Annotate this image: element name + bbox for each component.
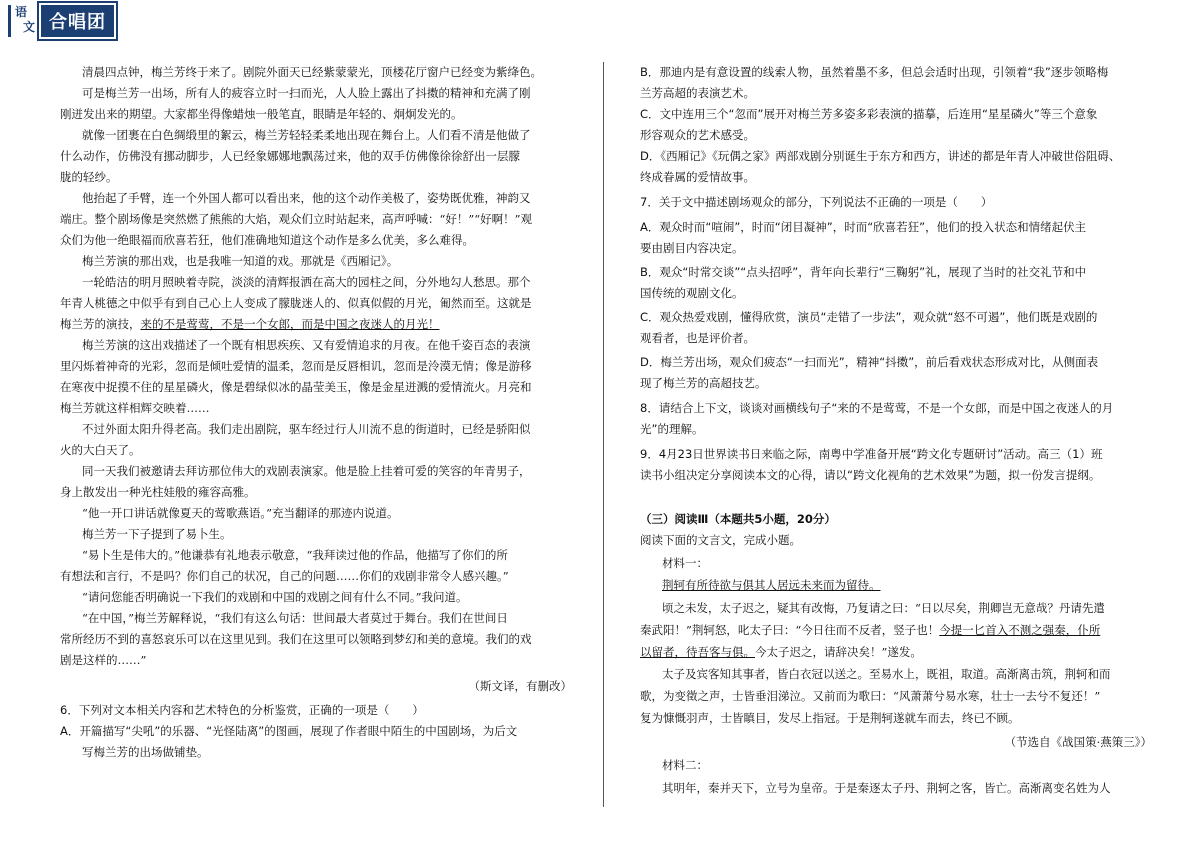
question-6-option-a-cont: 写梅兰芳的出场做铺垫。 <box>82 745 209 759</box>
option-line: 形容观众的艺术感受。 <box>640 128 755 142</box>
material-1-line-with-underline <box>640 620 1100 640</box>
material-1-line: 顷之未发，太子迟之，疑其有改悔，乃复请之曰：“日以尽矣，荆卿岂无意哉？丹请先遣 <box>662 601 1105 615</box>
passage-line: 一轮皓洁的明月照映着寺院，淡淡的清辉报洒在高大的园柱之间，分外地勾人愁思。那个 <box>82 275 531 289</box>
logo-small-char-1: 语 <box>15 5 28 19</box>
classical-text: 秦武阳！”荆轲怒，叱太子曰：“今日往而不反者，竖子也！ <box>640 623 940 637</box>
option-line: 观看者，也是评价者。 <box>640 331 755 345</box>
passage-line: 刚迸发出来的期望。大家都坐得像蜡烛一般笔直，眼睛是年轻的、炯炯发光的。 <box>60 107 463 121</box>
option-line: A．观众时而“喧闹”，时而“闭目凝神”，时而“欣喜若狂”，他们的投入状态和情绪起伏主 <box>640 220 1087 234</box>
passage-line: 梅兰芳演的那出戏，也是我唯一知道的戏。那就是《西厢记》。 <box>82 254 399 268</box>
material-1-line: 复为慷慨羽声，士皆瞋目，发尽上指冠。于是荆轲遂就车而去，终已不顾。 <box>640 711 1020 725</box>
passage-line: 里闪烁着神奇的光彩，忽而是倾吐爱情的温柔，忽而是反唇相讥，忽而是泠漠无情；像是游移 <box>60 359 532 373</box>
classical-text: 今太子迟之，请辞决矣！”遂发。 <box>755 645 922 659</box>
logo-small-mark <box>8 5 35 37</box>
publisher-logo <box>8 4 116 38</box>
passage-line: 胧的轻纱。 <box>60 170 118 184</box>
passage-line: “易卜生是伟大的。”他谦恭有礼地表示敬意，“我拜读过他的作品，他描写了你们的所 <box>82 548 508 562</box>
passage-line: 火的大白天了。 <box>60 443 141 457</box>
passage-line: “他一开口讲话就像夏天的莺歌燕语。”充当翻译的那迹内说道。 <box>82 506 399 520</box>
passage-line: 他抬起了手臂，连一个外国人都可以看出来，他的这个动作美极了，姿势既优雅，神韵又 <box>82 191 531 205</box>
section-instruction: 阅读下面的文言文，完成小题。 <box>640 533 801 547</box>
material-1-label: 材料一： <box>662 556 708 570</box>
passage-line: 身上散发出一种光柱娃般的雍容高雅。 <box>60 485 256 499</box>
material-1-line: 歌，为变徵之声，士皆垂泪涕泣。又前而为歌曰：“风萧萧兮易水寒，壮士一去兮不复还！” <box>640 689 1101 703</box>
question-7-stem: 7．关于文中描述剧场观众的部分，下列说法不正确的一项是（ ） <box>640 195 993 209</box>
material-1-source: （节选自《战国策·燕策三》） <box>1004 735 1152 749</box>
material-1-sentence-underlined: 荆轲有所待欲与俱其人居远未来而为留待。 <box>662 578 881 592</box>
question-9-cont: 读书小组决定分享阅读本文的心得，请以“跨文化视角的艺术效果”为题，拟一份发言提纲。 <box>640 468 1101 482</box>
passage-line: 年青人桃德之中似乎有到自己心上人变成了朦胧迷人的、似真似假的月光，匍然而至。这就是 <box>60 296 532 310</box>
underlined-sentence: 来的不是莺莺，不是一个女郎，而是中国之夜迷人的月光！ <box>140 317 440 331</box>
material-1-line-with-underline <box>640 642 922 662</box>
question-8: 8．请结合上下文，谈谈对画横线句子“来的不是莺莺，不是一个女郎，而是中国之夜迷人的月 <box>640 401 1114 415</box>
material-2-label: 材料二： <box>662 758 708 772</box>
passage-text: 梅兰芳的演技， <box>60 317 141 331</box>
passage-line: 常所经历不到的喜怒哀乐可以在这里见到。我们在这里可以领略到梦幻和美的意境。我们的戏 <box>60 632 532 646</box>
column-divider <box>603 62 604 807</box>
option-line: B．观众“时常交谈”“点头招呼”，背年向长辈行“三鞠躬”礼，展现了当时的社交礼节和中 <box>640 265 1087 279</box>
passage-line: 清晨四点钟，梅兰芳终于来了。剧院外面天已经紫蒙蒙光，顶楼花厅窗户已经变为紫绛色。 <box>82 65 542 79</box>
passage-line: 端庄。整个剧场像是突然燃了熊熊的大焰，观众们立时站起来，高声呼喊：“好！”“好啊！”观 <box>60 212 533 226</box>
passage-line: 梅兰芳就这样相辉交映着…… <box>60 401 210 415</box>
passage-line: 什么动作，仿佛没有挪动脚步，人已经象娜娜地飘荡过来，他的双手仿佛像徐徐舒出一层朦 <box>60 149 520 163</box>
underlined-sentence: 今提一匕首入不测之强秦，仆所 <box>939 623 1101 637</box>
underlined-sentence: 以留者，待吾客与俱。 <box>640 645 755 659</box>
passage-source: （斯文译，有删改） <box>468 679 572 693</box>
passage-line: 可是梅兰芳一出场，所有人的疲容立时一扫而光，人人脸上露出了抖擞的精神和充满了刚 <box>82 86 531 100</box>
passage-line: “在中国，”梅兰芳解释说，“我们有这么句话：世间最大者莫过于舞台。我们在世间日 <box>82 611 508 625</box>
passage-line: 不过外面太阳升得老高。我们走出剧院，驱车经过行人川流不息的街道时，已经是骄阳似 <box>82 422 531 436</box>
option-line: D．《西厢记》《玩偶之家》两部戏剧分别诞生于东方和西方，讲述的都是年青人冲破世俗阻碍、 <box>640 149 1121 163</box>
option-line: 要由剧目内容决定。 <box>640 241 744 255</box>
option-line: 国传统的观剧文化。 <box>640 286 744 300</box>
passage-line-with-underline <box>60 314 440 334</box>
passage-line: 在寒夜中捉摸不住的星星磷火，像是碧绿似冰的晶莹美玉，像是金星迸溅的爱情流火。月亮和 <box>60 380 532 394</box>
option-line: C．观众热爱戏剧，懂得欣赏，演员“走错了一步法”，观众就“怒不可遏”，他们既是戏剧的 <box>640 310 1098 324</box>
option-line: 现了梅兰芳的高超技艺。 <box>640 376 767 390</box>
question-8-cont: 光”的理解。 <box>640 422 704 436</box>
passage-line: “请问您能否明确说一下我们的戏剧和中国的戏剧之间有什么不同。”我问道。 <box>82 590 468 604</box>
section-title: （三）阅读Ⅲ（本题共5小题，20分） <box>640 512 836 526</box>
passage-line: 剧是这样的……” <box>60 653 147 667</box>
material-2-line: 其明年，秦并天下，立号为皇帝。于是秦逐太子丹、荆轲之客，皆亡。高渐离变名姓为人 <box>662 781 1111 795</box>
question-6-option-a: A．开篇描写“尖吼”的乐器、“光怪陆离”的图画，展现了作者眼中陌生的中国剧场，为后文 <box>60 724 518 738</box>
passage-line: 同一天我们被邀请去拜访那位伟大的戏剧表演家。他是脸上挂着可爱的笑容的年青男子， <box>82 464 531 478</box>
passage-line: 就像一团裹在白色绸缎里的絮云，梅兰芳轻轻柔柔地出现在舞台上。人们看不清是他做了 <box>82 128 531 142</box>
question-6-stem: 6．下列对文本相关内容和艺术特色的分析鉴赏，正确的一项是（ ） <box>60 703 424 717</box>
option-line: C．文中连用三个“忽而”展开对梅兰芳多姿多彩表演的描摹，后连用“星星磷火”等三个意象 <box>640 107 1098 121</box>
material-1-line: 太子及宾客知其事者，皆白衣冠以送之。至易水上，既祖，取道。高渐离击筑，荆轲和而 <box>662 667 1111 681</box>
option-line: D．梅兰芳出场，观众们疲态“一扫而光”，精神“抖擞”，前后看戏状态形成对比，从侧面表 <box>640 355 1099 369</box>
option-line: B．那迪内是有意设置的线索人物，虽然着墨不多，但总会适时出现，引领着“我”逐步领略梅 <box>640 65 1109 79</box>
passage-line: 梅兰芳演的这出戏描述了一个既有相思疾疾、又有爱情追求的月夜。在他千姿百态的表演 <box>82 338 531 352</box>
question-9: 9．4月23日世界读书日来临之际，南粤中学准备开展“跨文化专题研讨”活动。高三（1）班 <box>640 447 1103 461</box>
passage-line: 梅兰芳一下子提到了易卜生。 <box>82 527 232 541</box>
passage-line: 有想法和言行，不是吗？你们自己的状况，自己的问题……你们的戏剧非常令人感兴趣。” <box>60 569 509 583</box>
option-line: 兰芳高超的表演艺术。 <box>640 86 755 100</box>
option-line: 终成眷属的爱情故事。 <box>640 170 755 184</box>
logo-main-text: 合唱团 <box>39 3 116 39</box>
passage-line: 众们为他一绝眼福而欣喜若狂，他们准确地知道这个动作是多么优美，多么难得。 <box>60 233 474 247</box>
logo-small-char-2: 文 <box>23 20 36 34</box>
